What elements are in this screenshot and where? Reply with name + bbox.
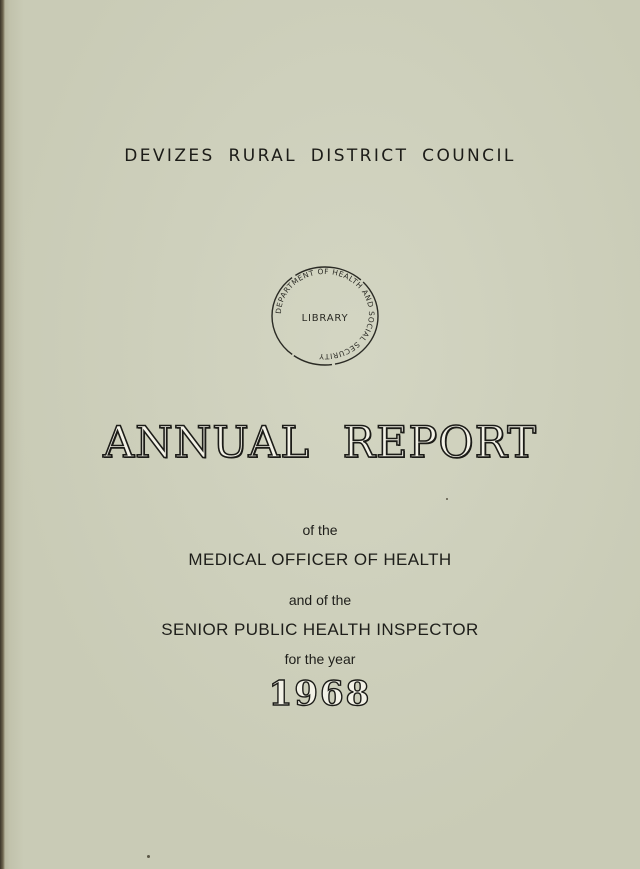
stamp-ring-text: DEPARTMENT OF HEALTH AND SOCIAL SECURITY <box>273 266 377 362</box>
medical-officer-heading: MEDICAL OFFICER OF HEALTH <box>188 550 452 569</box>
report-title: ANNUAL REPORT <box>103 418 537 468</box>
paper-speck <box>446 498 448 500</box>
stamp-center-text: LIBRARY <box>301 313 349 324</box>
senior-inspector-heading: SENIOR PUBLIC HEALTH INSPECTOR <box>161 620 479 639</box>
library-stamp <box>268 264 382 370</box>
paper-speck <box>147 855 150 858</box>
for-the-year-text: for the year <box>284 651 356 667</box>
and-of-the-text: and of the <box>288 592 352 608</box>
report-year: 1968 <box>268 674 372 714</box>
of-the-text: of the <box>302 522 338 538</box>
council-name: DEVIZES RURAL DISTRICT COUNCIL <box>124 146 516 166</box>
